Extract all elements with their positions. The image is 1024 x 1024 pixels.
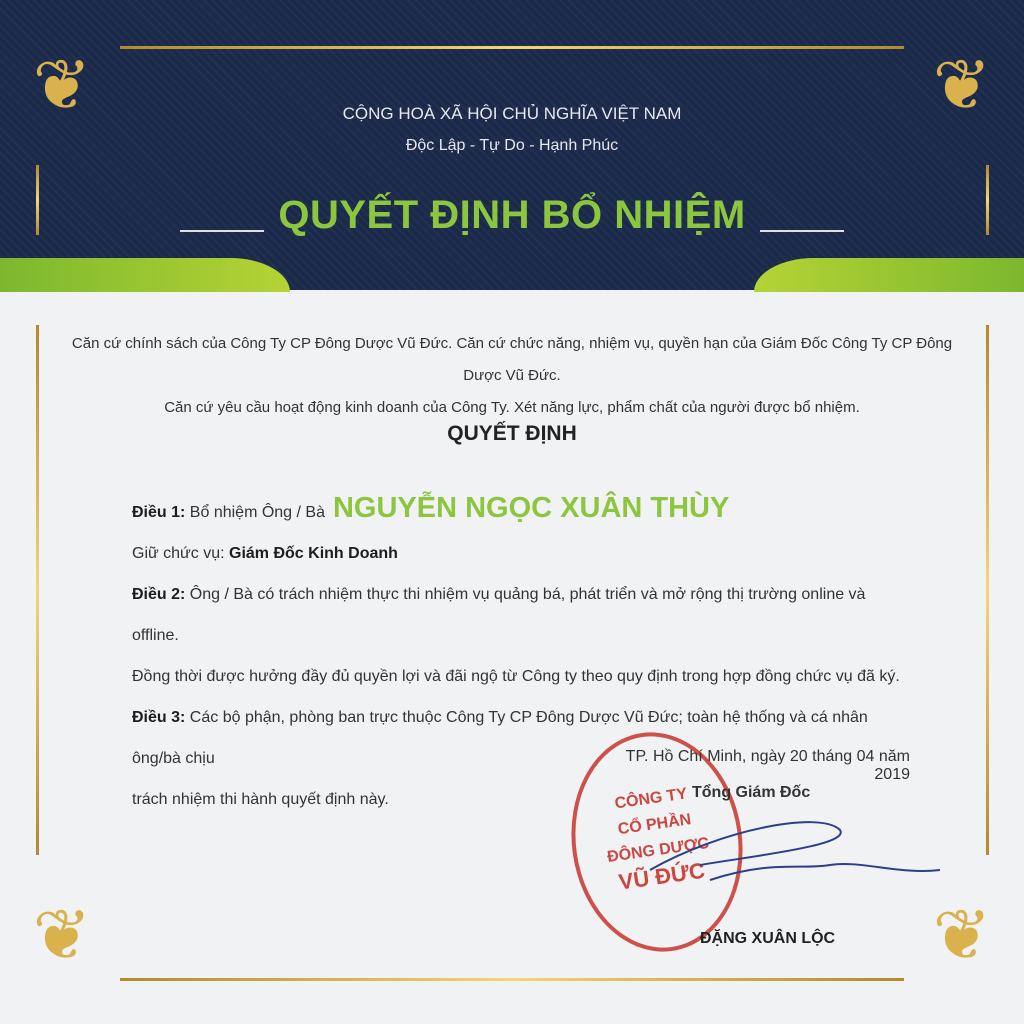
position-value: Giám Đốc Kinh Doanh <box>229 545 398 562</box>
preamble-line: Căn cứ chính sách của Công Ty CP Đông Dược Vũ Đức. Căn cứ chức năng, nhiệm vụ, quyền hạn của Giám Đốc Công Ty CP Đông Dược Vũ Đức. <box>71 335 953 384</box>
gold-border-left <box>36 325 39 855</box>
preamble-line: Căn cứ yêu cầu hoạt động kinh doanh của Công Ty. Xét năng lực, phẩm chất của người được bổ nhiệm. <box>164 399 860 416</box>
article-label: Điều 1: <box>132 504 186 521</box>
article-text: Đồng thời được hưởng đầy đủ quyền lợi và đãi ngộ từ Công ty theo quy định trong hợp đồng chức vụ đã ký. <box>132 668 900 685</box>
green-ribbon-right <box>754 258 1024 292</box>
gold-border-right <box>986 325 989 855</box>
gold-border-top <box>120 46 904 49</box>
preamble <box>60 328 964 424</box>
article-1 <box>132 488 912 533</box>
article-text: Các bộ phận, phòng ban trực thuộc Công Ty CP Đông Dược Vũ Đức; toàn hệ thống và cá nhân ông/bà chịu <box>132 709 868 767</box>
signer-name: ĐẶNG XUÂN LỘC <box>700 930 836 947</box>
title-dash <box>180 230 264 232</box>
article-text: trách nhiệm thi hành quyết định này. <box>132 791 389 808</box>
position-line <box>132 533 912 574</box>
seal-text: VŨ ĐỨC <box>617 857 707 895</box>
title-dash <box>760 230 844 232</box>
ornament-corner-icon: ❦ <box>32 896 92 974</box>
nation-heading: CỘNG HOÀ XÃ HỘI CHỦ NGHĨA VIỆT NAM <box>342 104 682 123</box>
ornament-corner-icon: ❦ <box>932 46 992 124</box>
article-text: Ông / Bà có trách nhiệm thực thi nhiệm vụ quảng bá, phát triển và mở rộng thị trường online và offline. <box>132 586 866 644</box>
seal-text: CỔ PHẦN <box>616 811 693 839</box>
ornament-corner-icon: ❦ <box>932 896 992 974</box>
gold-border-bottom <box>120 978 904 981</box>
title-row <box>0 193 1024 238</box>
signer-role: Tổng Giám Đốc <box>692 784 811 801</box>
handwritten-signature <box>640 810 940 900</box>
article-label: Điều 2: <box>132 586 186 603</box>
article-label: Điều 3: <box>132 709 186 726</box>
seal-text: CÔNG TY <box>613 785 689 813</box>
decision-heading: QUYẾT ĐỊNH <box>447 422 577 445</box>
position-label: Giữ chức vụ: <box>132 545 225 562</box>
article-text: Bổ nhiệm Ông / Bà <box>189 504 325 521</box>
appointee-name: NGUYỄN NGỌC XUÂN THÙY <box>332 492 730 524</box>
article-2 <box>132 574 912 656</box>
green-ribbon-left <box>0 258 290 292</box>
seal-text: ĐÔNG DƯỢC <box>606 834 711 866</box>
document-title: QUYẾT ĐỊNH BỔ NHIỆM <box>278 193 746 237</box>
place-date: TP. Hồ Chí Minh, ngày 20 tháng 04 năm 2019 <box>625 748 910 783</box>
ornament-corner-icon: ❦ <box>32 46 92 124</box>
motto: Độc Lập - Tự Do - Hạnh Phúc <box>405 137 619 154</box>
